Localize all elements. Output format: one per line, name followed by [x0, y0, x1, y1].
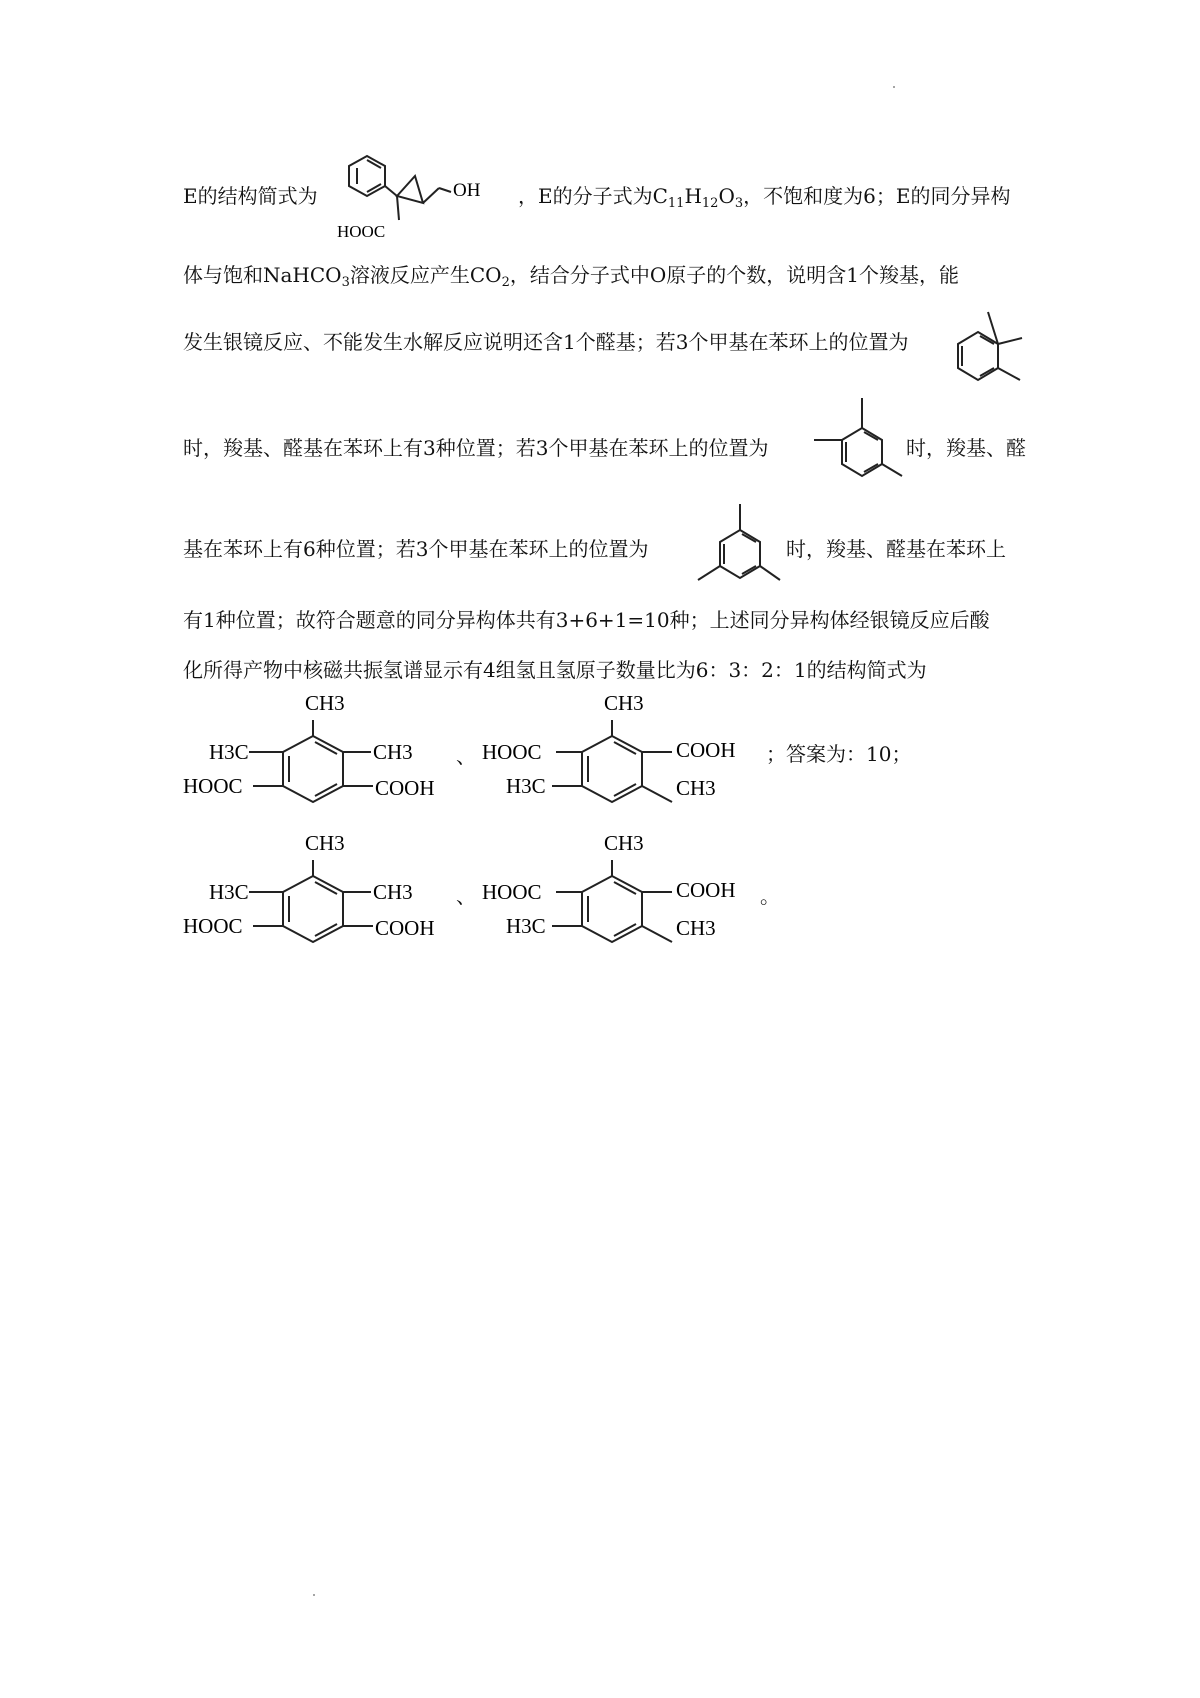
structure-c	[183, 830, 463, 960]
subscript: 3	[734, 196, 744, 211]
text: ，结合分子式中O原子的个数，说明含1个羧基，能	[509, 263, 959, 287]
hooc-label: HOOC	[482, 740, 542, 764]
paragraph-line-2	[183, 261, 1023, 289]
answer-text	[766, 740, 966, 768]
subscript: 3	[341, 275, 350, 290]
ch3-label: CH3	[604, 831, 644, 855]
cooh-label: COOH	[375, 776, 435, 800]
cooh-label: COOH	[375, 916, 435, 940]
hooc-label: HOOC	[183, 914, 243, 938]
paragraph-line-5b	[786, 535, 1036, 563]
molecule-E-structure	[335, 148, 515, 244]
cooh-label: COOH	[676, 878, 736, 902]
text: 基在苯环上有6种位置；若3个甲基在苯环上的位置为	[183, 537, 649, 561]
oh-label: OH	[453, 180, 481, 201]
paragraph-line-4b	[906, 434, 1036, 462]
h3c-label: H3C	[506, 914, 546, 938]
h3c-label: H3C	[209, 740, 249, 764]
paragraph-line-6	[183, 606, 1023, 634]
paragraph-line-3	[183, 328, 1023, 356]
ch3-label: CH3	[305, 691, 345, 715]
text: 时，羧基、醛基在苯环上有3种位置；若3个甲基在苯环上的位置为	[183, 436, 769, 460]
cyclopropane-ring	[397, 176, 423, 203]
ch3-label: CH3	[676, 776, 716, 800]
text: 化所得产物中核磁共振氢谱显示有4组氢且氢原子数量比为6：3：2：1的结构简式为	[183, 658, 927, 682]
hooc-label: HOOC	[183, 774, 243, 798]
end-mark: 。	[760, 884, 780, 908]
text: 体与饱和NaHCO	[183, 263, 342, 287]
ch3-label: CH3	[373, 740, 413, 764]
trimethylbenzene-1-2-4-icon	[812, 392, 904, 488]
ch3-label: CH3	[305, 831, 345, 855]
trimethylbenzene-1-3-5-icon	[690, 500, 786, 592]
hooc-label: HOOC	[482, 880, 542, 904]
separator: 、	[456, 884, 476, 908]
structure-a	[183, 690, 463, 820]
trimethylbenzene-1-2-3-icon	[952, 298, 1024, 386]
subscript: 2	[501, 275, 510, 290]
text: E的结构简式为	[183, 184, 318, 208]
text: ，不饱和度为6；E的同分异构	[743, 184, 1011, 208]
benzene-ring	[349, 156, 385, 196]
text: 发生银镜反应、不能发生水解反应说明还含1个醛基；若3个甲基在苯环上的位置为	[183, 330, 909, 354]
ch3-label: CH3	[676, 916, 716, 940]
ch3-label: CH3	[604, 691, 644, 715]
paragraph-line-1b	[518, 182, 1038, 210]
subscript: 12	[701, 196, 719, 211]
svg-text:CH3	[305, 691, 345, 715]
text: ；答案为：10；	[766, 742, 912, 766]
cooh-label: COOH	[676, 738, 736, 762]
separator: 、	[456, 744, 476, 768]
text: 时，羧基、醛	[906, 436, 1026, 460]
text: H	[684, 184, 702, 208]
hooc-label: HOOC	[337, 222, 386, 241]
structure-d	[482, 830, 772, 960]
text: ，E的分子式为C	[518, 184, 668, 208]
structure-b	[482, 690, 772, 820]
subscript: 11	[667, 196, 685, 211]
scan-speck	[313, 1594, 315, 1596]
h3c-label: H3C	[209, 880, 249, 904]
h3c-label: H3C	[506, 774, 546, 798]
text: 溶液反应产生CO	[349, 263, 502, 287]
scan-speck	[893, 86, 895, 88]
ch3-label: CH3	[373, 880, 413, 904]
text: 有1种位置；故符合题意的同分异构体共有3+6+1=10种；上述同分异构体经银镜反应后酸	[183, 608, 990, 632]
text: O	[718, 184, 735, 208]
paragraph-line-7	[183, 656, 1023, 684]
text: 时，羧基、醛基在苯环上	[786, 537, 1006, 561]
